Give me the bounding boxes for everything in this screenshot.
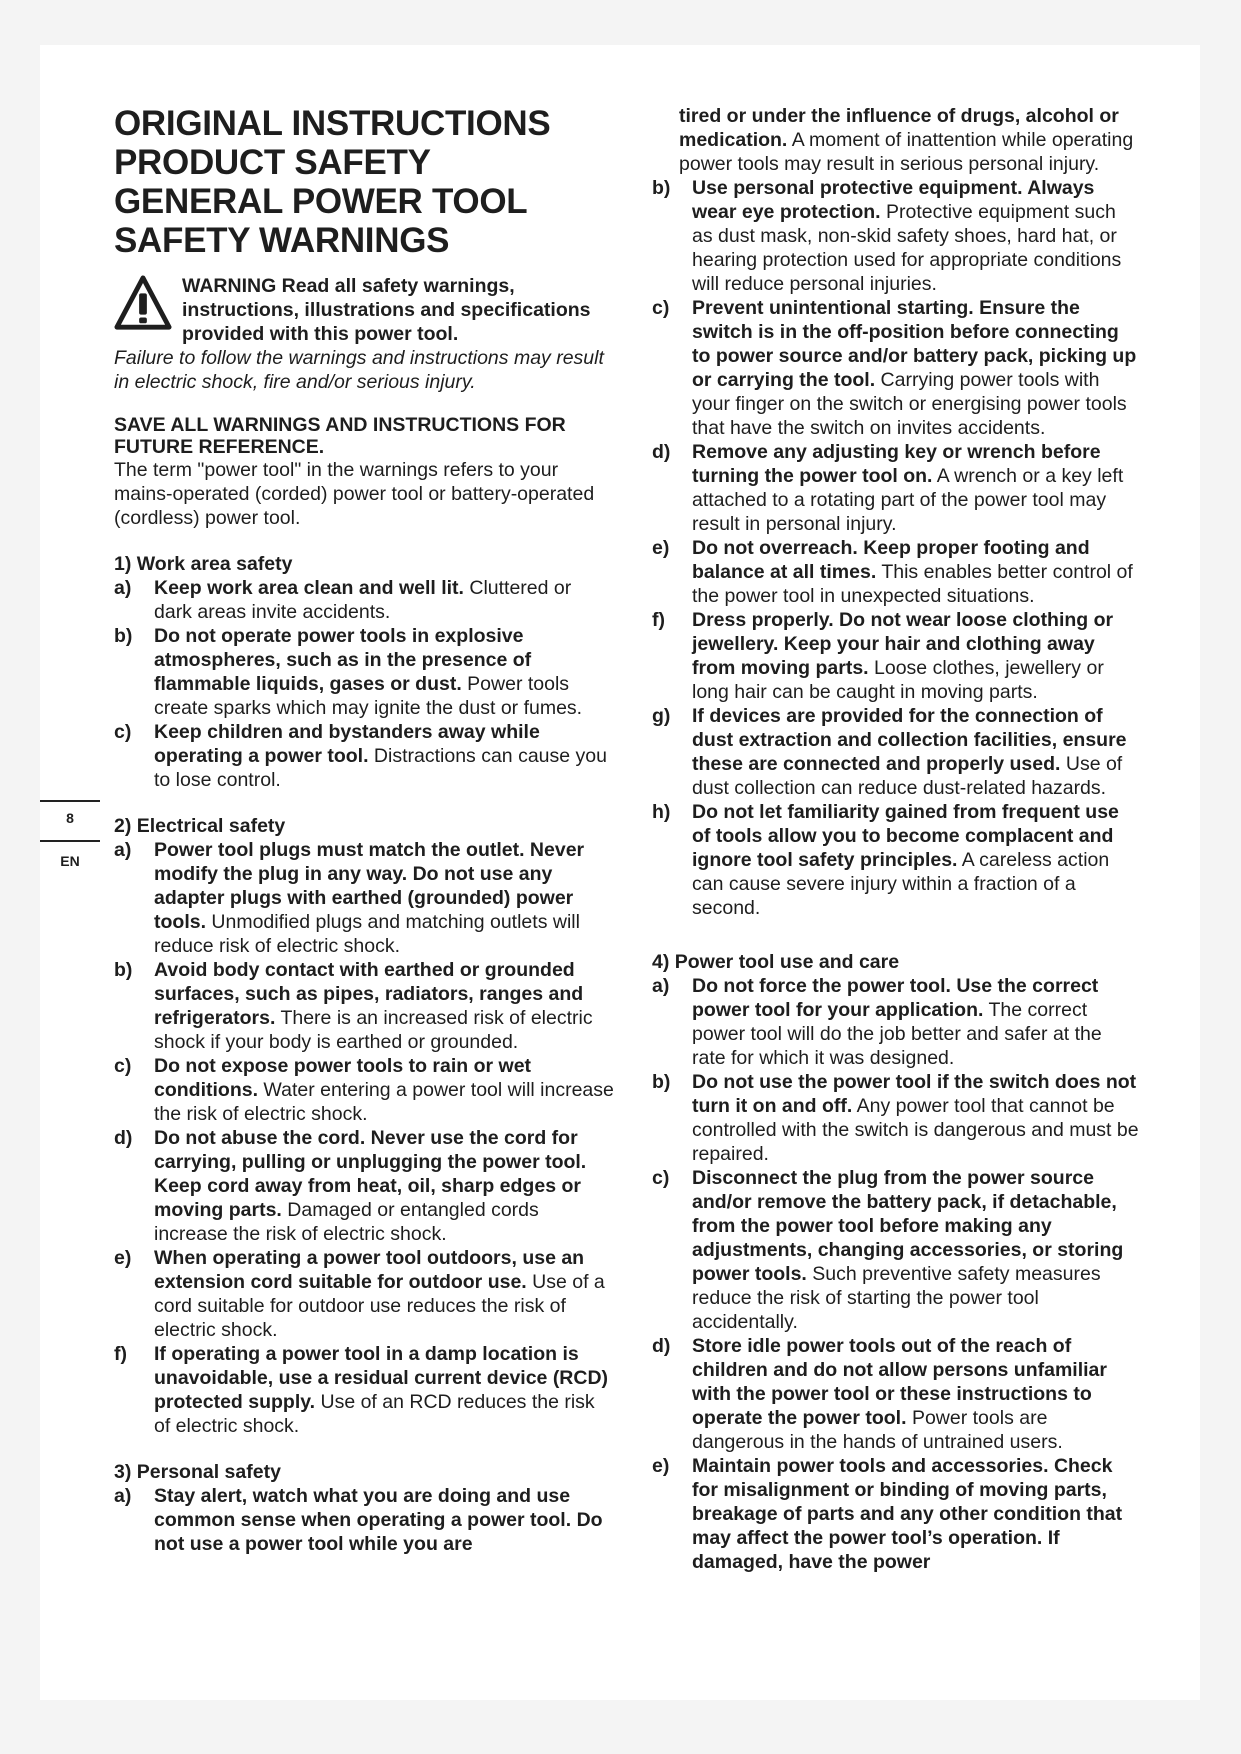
- item-letter: b): [652, 1071, 671, 1093]
- list-item: [652, 1166, 1140, 1334]
- power-tool-use-section: [652, 950, 1140, 1574]
- item-text: Power tools are dangerous in the hands of untrained users.: [692, 1407, 1063, 1453]
- item-text: Loose clothes, jewellery or long hair can be caught in moving parts.: [692, 657, 1104, 703]
- item-text: A careless action can cause severe injury within a fraction of a second.: [692, 849, 1110, 919]
- item-bold: Do not use the power tool if the switch does not turn it on and off.: [692, 1071, 1137, 1117]
- item-text: This enables better control of the power tool in unexpected situations.: [692, 561, 1133, 607]
- list-item: [652, 974, 1140, 1070]
- item-text: Water entering a power tool will increase the risk of electric shock.: [154, 1079, 614, 1125]
- list-item: [114, 720, 614, 792]
- item-bold: Use personal protective equipment. Always wear eye protection.: [692, 177, 1095, 223]
- title-line: GENERAL POWER TOOL: [114, 182, 528, 221]
- list-item: [652, 608, 1140, 704]
- list-item: [652, 800, 1140, 920]
- item-letter: b): [114, 959, 133, 981]
- item-text: Such preventive safety measures reduce the risk of starting the power tool accidentally.: [692, 1263, 1101, 1333]
- item-letter: h): [652, 801, 671, 823]
- title-line: SAFETY WARNINGS: [114, 221, 450, 260]
- item-text: There is an increased risk of electric shock if your body is earthed or grounded.: [154, 1007, 593, 1053]
- item-letter: e): [652, 1455, 670, 1477]
- list-item: [652, 296, 1140, 440]
- item-bold: Maintain power tools and accessories. Check for misalignment or binding of moving parts, breakage of parts and any other condition that may affect the power tool’s operation. If damaged, have the power: [692, 1455, 1123, 1573]
- item-text: Protective equipment such as dust mask, non-skid safety shoes, hard hat, or hearing protection used for appropriate conditions will reduce personal injuries.: [692, 201, 1122, 295]
- page-title: [114, 104, 614, 260]
- list-item: [114, 1126, 614, 1246]
- item-bold: Stay alert, watch what you are doing and use common sense when operating a power tool. Do not use a power tool while you are: [154, 1485, 603, 1555]
- item-bold: Store idle power tools out of the reach of children and do not allow persons unfamiliar with the power tool or these instructions to operate the power tool.: [692, 1335, 1107, 1429]
- list-item: [114, 838, 614, 958]
- warning-text: WARNING Read all safety warnings, instructions, illustrations and specifications provided with this power tool.: [182, 275, 591, 345]
- item-letter: f): [114, 1343, 127, 1365]
- item-bold: Do not overreach. Keep proper footing and balance at all times.: [692, 537, 1090, 583]
- language-code: EN: [60, 853, 80, 869]
- list-item: [114, 1342, 614, 1438]
- list-item: [652, 440, 1140, 536]
- item-letter: f): [652, 609, 665, 631]
- item-letter: c): [114, 721, 132, 743]
- item-letter: e): [652, 537, 670, 559]
- list-item: [652, 1070, 1140, 1166]
- item-text: A wrench or a key left attached to a rotating part of the power tool may result in personal injury.: [692, 465, 1124, 535]
- item-bold: Do not let familiarity gained from frequent use of tools allow you to become complacent and ignore tool safety principles.: [692, 801, 1119, 871]
- item-bold: If devices are provided for the connection of dust extraction and collection facilities, ensure these are connected and properly used.: [692, 705, 1127, 775]
- side-divider-top: [40, 800, 100, 802]
- item-bold: Disconnect the plug from the power source and/or remove the battery pack, if detachable, from the power tool before making any adjustments, changing accessories, or storing power tools.: [692, 1167, 1124, 1285]
- section-title: 4) Power tool use and care: [652, 951, 900, 973]
- title-line: ORIGINAL INSTRUCTIONS: [114, 104, 551, 143]
- list-item: [652, 176, 1140, 296]
- item-text: Power tools create sparks which may ignite the dust or fumes.: [154, 673, 583, 719]
- item-text: Carrying power tools with your finger on the switch or energising power tools that have the switch on invites accidents.: [692, 369, 1127, 439]
- item-bold: Prevent unintentional starting. Ensure the switch is in the off-position before connecting to power source and/or battery pack, picking up or carrying the tool.: [692, 297, 1137, 391]
- item-letter: b): [652, 177, 671, 199]
- right-column: [652, 104, 1140, 1574]
- item-letter: d): [652, 441, 671, 463]
- item-bold: Do not operate power tools in explosive atmospheres, such as in the presence of flammable liquids, gases or dust.: [154, 625, 532, 695]
- list-item: [652, 1454, 1140, 1574]
- list-item: [652, 704, 1140, 800]
- item-bold: Keep work area clean and well lit.: [154, 577, 464, 599]
- section-title: 2) Electrical safety: [114, 815, 286, 837]
- list-item: [114, 958, 614, 1054]
- item-text: A moment of inattention while operating power tools may result in serious personal injury.: [679, 129, 1134, 175]
- item-text: The correct power tool will do the job better and safer at the rate for which it was designed.: [692, 999, 1102, 1069]
- item-bold: Do not force the power tool. Use the correct power tool for your application.: [692, 975, 1099, 1021]
- item-text: Distractions can cause you to lose control.: [154, 745, 607, 791]
- item-bold: If operating a power tool in a damp location is unavoidable, use a residual current device (RCD) protected supply.: [154, 1343, 609, 1413]
- warning-block: [114, 274, 614, 394]
- term-definition: The term "power tool" in the warnings refers to your mains-operated (corded) power tool or battery-operated (cordless) power tool.: [114, 459, 595, 529]
- warning-triangle-icon: [114, 274, 172, 332]
- item-letter: b): [114, 625, 133, 647]
- item-letter: a): [652, 975, 670, 997]
- item-letter: g): [652, 705, 671, 727]
- item-bold: Dress properly. Do not wear loose clothing or jewellery. Keep your hair and clothing away from moving parts.: [692, 609, 1114, 679]
- warning-consequence: Failure to follow the warnings and instructions may result in electric shock, fire and/or serious injury.: [114, 347, 604, 393]
- section-title: 1) Work area safety: [114, 553, 293, 575]
- item-letter: a): [114, 1485, 132, 1507]
- continued-item: [652, 104, 1140, 176]
- item-letter: a): [114, 839, 132, 861]
- item-text: Cluttered or dark areas invite accidents.: [154, 577, 572, 623]
- item-letter: d): [114, 1127, 133, 1149]
- section-title: 3) Personal safety: [114, 1461, 281, 1483]
- item-text: Use of dust collection can reduce dust-related hazards.: [692, 753, 1123, 799]
- item-letter: c): [652, 297, 670, 319]
- item-text: Damaged or entangled cords increase the risk of electric shock.: [154, 1199, 539, 1245]
- item-bold: When operating a power tool outdoors, use an extension cord suitable for outdoor use.: [154, 1247, 585, 1293]
- item-letter: d): [652, 1335, 671, 1357]
- save-heading: SAVE ALL WARNINGS AND INSTRUCTIONS FOR FUTURE REFERENCE.: [114, 414, 566, 458]
- list-item: [114, 624, 614, 720]
- title-line: PRODUCT SAFETY: [114, 143, 431, 182]
- list-item: [114, 1054, 614, 1126]
- page-number: 8: [66, 810, 74, 826]
- item-letter: c): [652, 1167, 670, 1189]
- item-text: Any power tool that cannot be controlled with the switch is dangerous and must be repaired.: [692, 1095, 1139, 1165]
- item-bold: Do not abuse the cord. Never use the cord for carrying, pulling or unplugging the power tool. Keep cord away from heat, oil, sharp edges or moving parts.: [154, 1127, 587, 1221]
- left-column: [114, 104, 614, 1556]
- item-bold: tired or under the influence of drugs, alcohol or medication.: [679, 105, 1119, 151]
- list-item: [114, 576, 614, 624]
- item-text: Use of a cord suitable for outdoor use reduces the risk of electric shock.: [154, 1271, 605, 1341]
- list-item: [114, 1246, 614, 1342]
- left-sections: [114, 552, 614, 1556]
- item-bold: Keep children and bystanders away while operating a power tool.: [154, 721, 540, 767]
- list-item: [652, 536, 1140, 608]
- item-bold: Remove any adjusting key or wrench before turning the power tool on.: [692, 441, 1101, 487]
- personal-safety-items: [652, 176, 1140, 920]
- list-item: [652, 1334, 1140, 1454]
- item-text: Unmodified plugs and matching outlets will reduce risk of electric shock.: [154, 911, 580, 957]
- item-letter: c): [114, 1055, 132, 1077]
- item-bold: Avoid body contact with earthed or grounded surfaces, such as pipes, radiators, ranges and refrigerators.: [154, 959, 584, 1029]
- list-item: [114, 1484, 614, 1556]
- item-letter: a): [114, 577, 132, 599]
- item-text: Use of an RCD reduces the risk of electric shock.: [154, 1391, 595, 1437]
- item-bold: Power tool plugs must match the outlet. Never modify the plug in any way. Do not use any adapter plugs with earthed (grounded) power tools.: [154, 839, 585, 933]
- item-bold: Do not expose power tools to rain or wet conditions.: [154, 1055, 532, 1101]
- item-letter: e): [114, 1247, 132, 1269]
- side-divider-bottom: [40, 840, 100, 842]
